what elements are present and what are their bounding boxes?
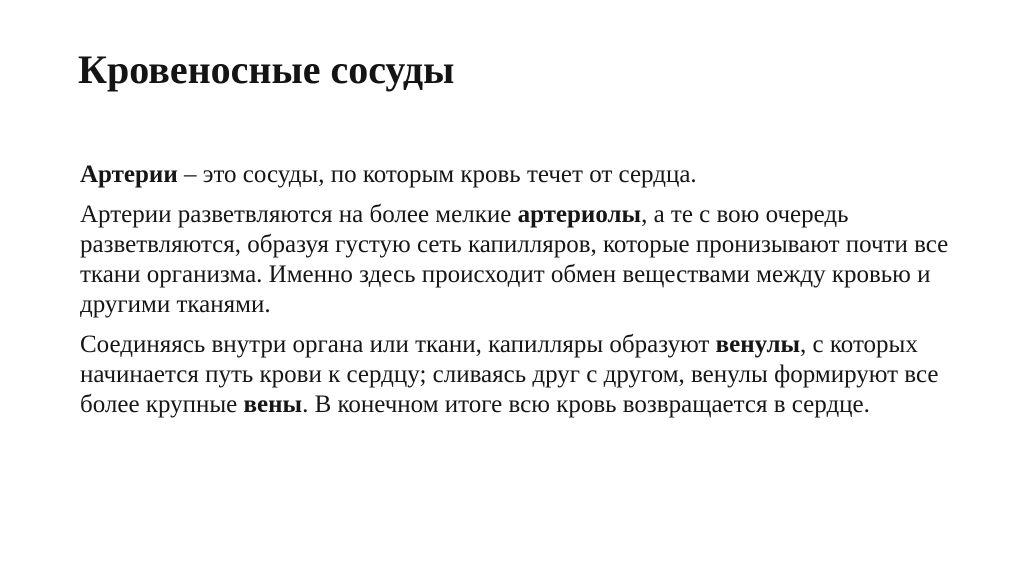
text-segment: Соединяясь внутри органа или ткани, капилляры образуют	[80, 331, 716, 358]
slide-body	[80, 160, 960, 430]
paragraph-arterioles-capillaries	[80, 200, 960, 320]
text-segment: , а те с вою очередь разветвляются, образуя густую сеть капилляров, которые пронизывают почти все ткани организма. Именно здесь происходит обмен веществами между кровью и другими тканями.	[80, 201, 949, 318]
text-segment: . В конечном итоге всю кровь возвращается в сердце.	[302, 391, 870, 418]
term-veins: вены	[243, 391, 303, 418]
slide-title: Кровеносные сосуды	[78, 47, 455, 92]
paragraph-arteries-definition	[80, 160, 960, 190]
paragraph-venules-veins	[80, 330, 960, 420]
text-segment: , с которых начинается путь крови к сердцу; сливаясь друг с другом, венулы формируют все более крупные	[80, 331, 939, 418]
text-segment: Артерии разветвляются на более мелкие	[80, 201, 518, 228]
term-venules: венулы	[715, 331, 801, 358]
term-arteries: Артерии	[80, 161, 178, 188]
term-arterioles: артериолы	[517, 201, 642, 228]
text-segment: – это сосуды, по которым кровь течет от сердца.	[177, 161, 697, 188]
